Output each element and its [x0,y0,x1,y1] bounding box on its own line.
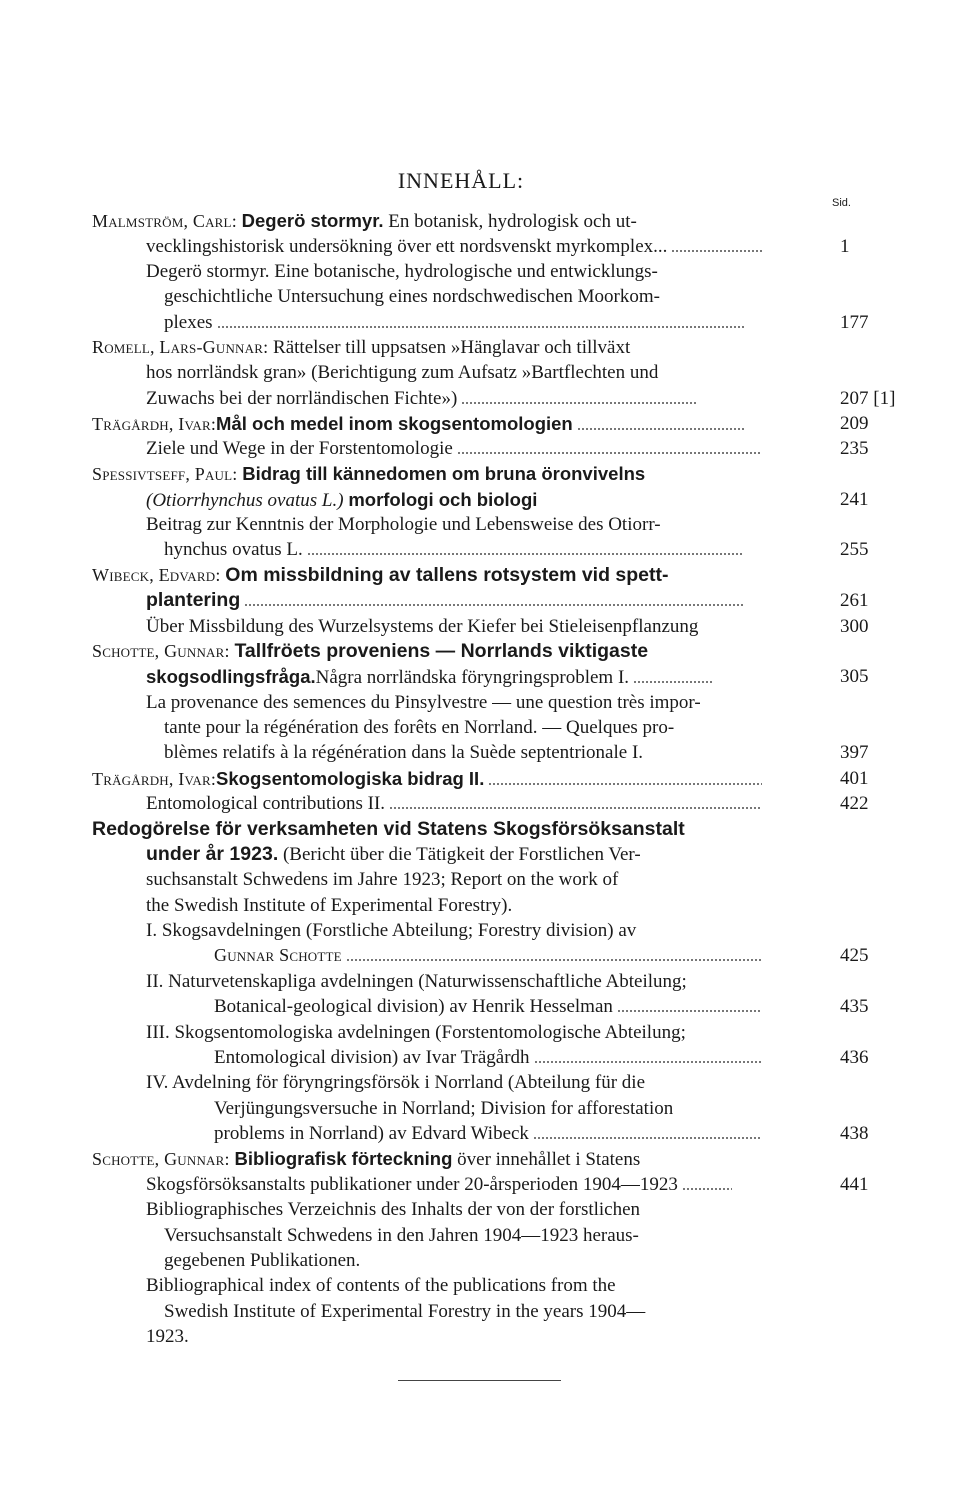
leader-dots [461,401,696,405]
toc-title-bold: Skogsentomologiska bidrag II. [216,768,485,789]
toc-line [146,664,718,690]
leader-dots [389,806,762,810]
leader-dots [633,680,714,684]
toc-text: geschichtliche Untersuchung eines nordschwedischen Moorkom- [164,286,660,307]
toc-text: Ziele und Wege in der Forstentomologie [146,438,453,459]
toc-text: Beitrag zur Kenntnis der Morphologie und Lebensweise des Otiorr- [146,514,661,535]
toc-text: (Otiorrhynchus ovatus L.) [146,490,344,511]
toc-title-bold: Bibliografisk förteckning [234,1148,453,1169]
toc-line [146,234,766,259]
leader-dots [577,427,746,431]
toc-title-bold: Redogörelse för verksamheten vid Statens Skogsförsöksanstalt [92,818,685,840]
toc-title-bold: Mål och medel inom skogsentomologien [216,413,573,434]
toc-text: hos norrländsk gran» (Berichtigung zum Aufsatz »Bartflechten und [146,362,659,383]
toc-line [92,817,685,842]
toc-line [146,791,766,816]
toc-text: I. Skogsavdelningen (Forstliche Abteilung; Forestry division) av [146,920,637,941]
leader-dots [533,1136,762,1140]
toc-line [214,1121,766,1146]
toc-text: Swedish Institute of Experimental Forestry in the years 1904— [164,1301,646,1322]
toc-text: Degerö stormyr. Eine botanische, hydrologische und entwicklungs- [146,261,658,282]
toc-line [92,563,669,588]
toc-line [146,1197,640,1222]
toc-text: över innehållet i Statens [457,1149,641,1170]
toc-line [92,208,637,234]
toc-text: Några norrländska föryngringsproblem I. [315,667,630,688]
page-number: 255 [840,539,869,560]
toc-line [214,994,766,1019]
toc-text: Verjüngungsversuche in Norrland; Division for afforestation [214,1098,674,1119]
leader-dots [307,552,744,556]
toc-line [146,487,537,513]
toc-text: suchsanstalt Schwedens im Jahre 1923; Report on the work of [146,869,619,890]
toc-text: problems in Norrland) av Edvard Wibeck [214,1123,529,1144]
toc-line [92,639,648,664]
toc-text: 1923. [146,1326,189,1347]
toc-line [146,614,698,639]
toc-title-bold: morfologi och biologi [348,489,538,510]
page-number: 207 [1] [840,388,896,409]
page-number: 435 [840,996,869,1017]
page-number: 1 [840,236,850,257]
toc-text: Spessivtseff, Paul: [92,464,238,484]
toc-text: Malmström, Carl: [92,211,237,231]
toc-text: (Bericht über die Tätigkeit der Forstlichen Ver- [282,844,641,865]
toc-line [214,1096,673,1121]
toc-line [146,588,748,613]
toc-line [146,1070,645,1095]
toc-text: plexes [164,312,213,333]
toc-line [164,310,748,335]
toc-line [146,969,687,994]
leader-dots [617,1009,762,1013]
toc-text: Trägårdh, Ivar: [92,414,217,434]
toc-text: gegebenen Publikationen. [164,1250,361,1271]
toc-line [214,1045,766,1070]
toc-line [146,259,658,284]
toc-line [146,1324,189,1349]
toc-line [92,335,630,360]
toc-text: Bibliographical index of contents of the publications from the [146,1275,616,1296]
page-number: 209 [840,413,869,434]
toc-text: Skogsförsöksanstalts publikationer under 20-årsperioden 1904—1923 [146,1174,678,1195]
page-number: 401 [840,768,869,789]
page-number: 241 [840,489,869,510]
toc-line [164,715,674,740]
toc-text: IV. Avdelning för föryngringsförsök i Norrland (Abteilung für die [146,1072,646,1093]
toc-text: tante pour la régénération des forêts en Norrland. — Quelques pro- [164,717,675,738]
page-number: 177 [840,312,869,333]
toc-title-bold: under år 1923. [146,843,279,865]
page-column-label: Sid. [832,197,851,209]
toc-text: Über Missbildung des Wurzelsystems der Kiefer bei Stieleisenpflanzung [146,616,699,637]
toc-text: Trägårdh, Ivar: [92,769,217,789]
toc-text: Versuchsanstalt Schwedens in den Jahren 1904—1923 heraus- [164,1225,639,1246]
toc-line [164,1223,639,1248]
toc-line [214,943,766,968]
toc-line [164,740,643,765]
toc-line [146,512,661,537]
toc-text: Schotte, Gunnar: [92,1149,230,1169]
leader-dots [217,325,744,329]
toc-line [146,1172,736,1197]
toc-text: Bibliographisches Verzeichnis des Inhalts der von der forstlichen [146,1199,641,1220]
toc-line [164,284,660,309]
toc-title-bold: Degerö stormyr. [241,210,384,231]
leader-dots [671,249,762,253]
toc-line [164,1299,645,1324]
leader-dots [534,1060,762,1064]
toc-text: Botanical-geological division) av Henrik Hesselman [214,996,613,1017]
toc-line [146,1273,616,1298]
page-number: 305 [840,666,869,687]
toc-text: vecklingshistorisk undersökning över ett nordsvenskt myrkomplex... [146,236,668,257]
toc-text: Romell, Lars-Gunnar: [92,337,269,357]
closing-rule [398,1380,561,1381]
toc-text: Zuwachs bei der norrländischen Fichte») [146,388,458,409]
toc-line [146,918,636,943]
toc-text: blèmes relatifs à la régénération dans la Suède septentrionale I. [164,742,644,763]
leader-dots [346,958,762,962]
page-number: 235 [840,438,869,459]
toc-text: Schotte, Gunnar: [92,641,230,661]
page-number: 300 [840,616,869,637]
page-number: 438 [840,1123,869,1144]
toc-line [146,690,701,715]
toc-line [92,766,766,792]
toc-text: III. Skogsentomologiska avdelningen (Forstentomologische Abteilung; [146,1022,686,1043]
toc-line [92,1146,640,1172]
page-number: 425 [840,945,869,966]
page-number: 436 [840,1047,869,1068]
toc-line [146,360,658,385]
toc-line [146,893,512,918]
toc-line [92,411,750,437]
toc-title-bold: plantering [146,589,241,611]
toc-text: La provenance des semences du Pinsylvestre — une question très impor- [146,692,701,713]
toc-text: II. Naturvetenskapliga avdelningen (Naturwissenschaftliche Abteilung; [146,971,687,992]
page-number: 261 [840,590,869,611]
toc-title-bold: Om missbildning av tallens rotsystem vid spett- [225,564,669,586]
page-number: 422 [840,793,869,814]
toc-text: Rättelser till uppsatsen »Hänglavar och tillväxt [273,337,631,358]
toc-title-bold: skogsodlingsfråga. [146,666,316,687]
toc-line [146,1020,686,1045]
toc-text: Wibeck, Edvard: [92,565,221,585]
page-title: INNEHÅLL: [397,168,525,193]
toc-line [164,537,748,562]
toc-title-bold: Bidrag till kännedomen om bruna öronvivelns [242,463,646,484]
toc-line [146,842,641,867]
toc-text: hynchus ovatus L. [164,539,303,560]
toc-line [92,461,645,487]
toc-title-bold: Tallfröets proveniens — Norrlands viktigaste [234,640,649,662]
leader-dots [244,603,744,607]
toc-line [146,436,766,461]
leader-dots [682,1187,732,1191]
toc-line [146,867,618,892]
toc-line [146,386,700,411]
leader-dots [457,451,762,455]
toc-text: Entomological contributions II. [146,793,386,814]
page-number: 441 [840,1174,869,1195]
toc-text: the Swedish Institute of Experimental Forestry). [146,895,513,916]
toc-line [164,1248,360,1273]
toc-text: En botanisk, hydrologisk och ut- [388,211,637,232]
toc-text: Entomological division) av Ivar Trägårdh [214,1047,530,1068]
leader-dots [488,782,762,786]
toc-text: Gunnar Schotte [214,945,342,965]
page-number: 397 [840,742,869,763]
